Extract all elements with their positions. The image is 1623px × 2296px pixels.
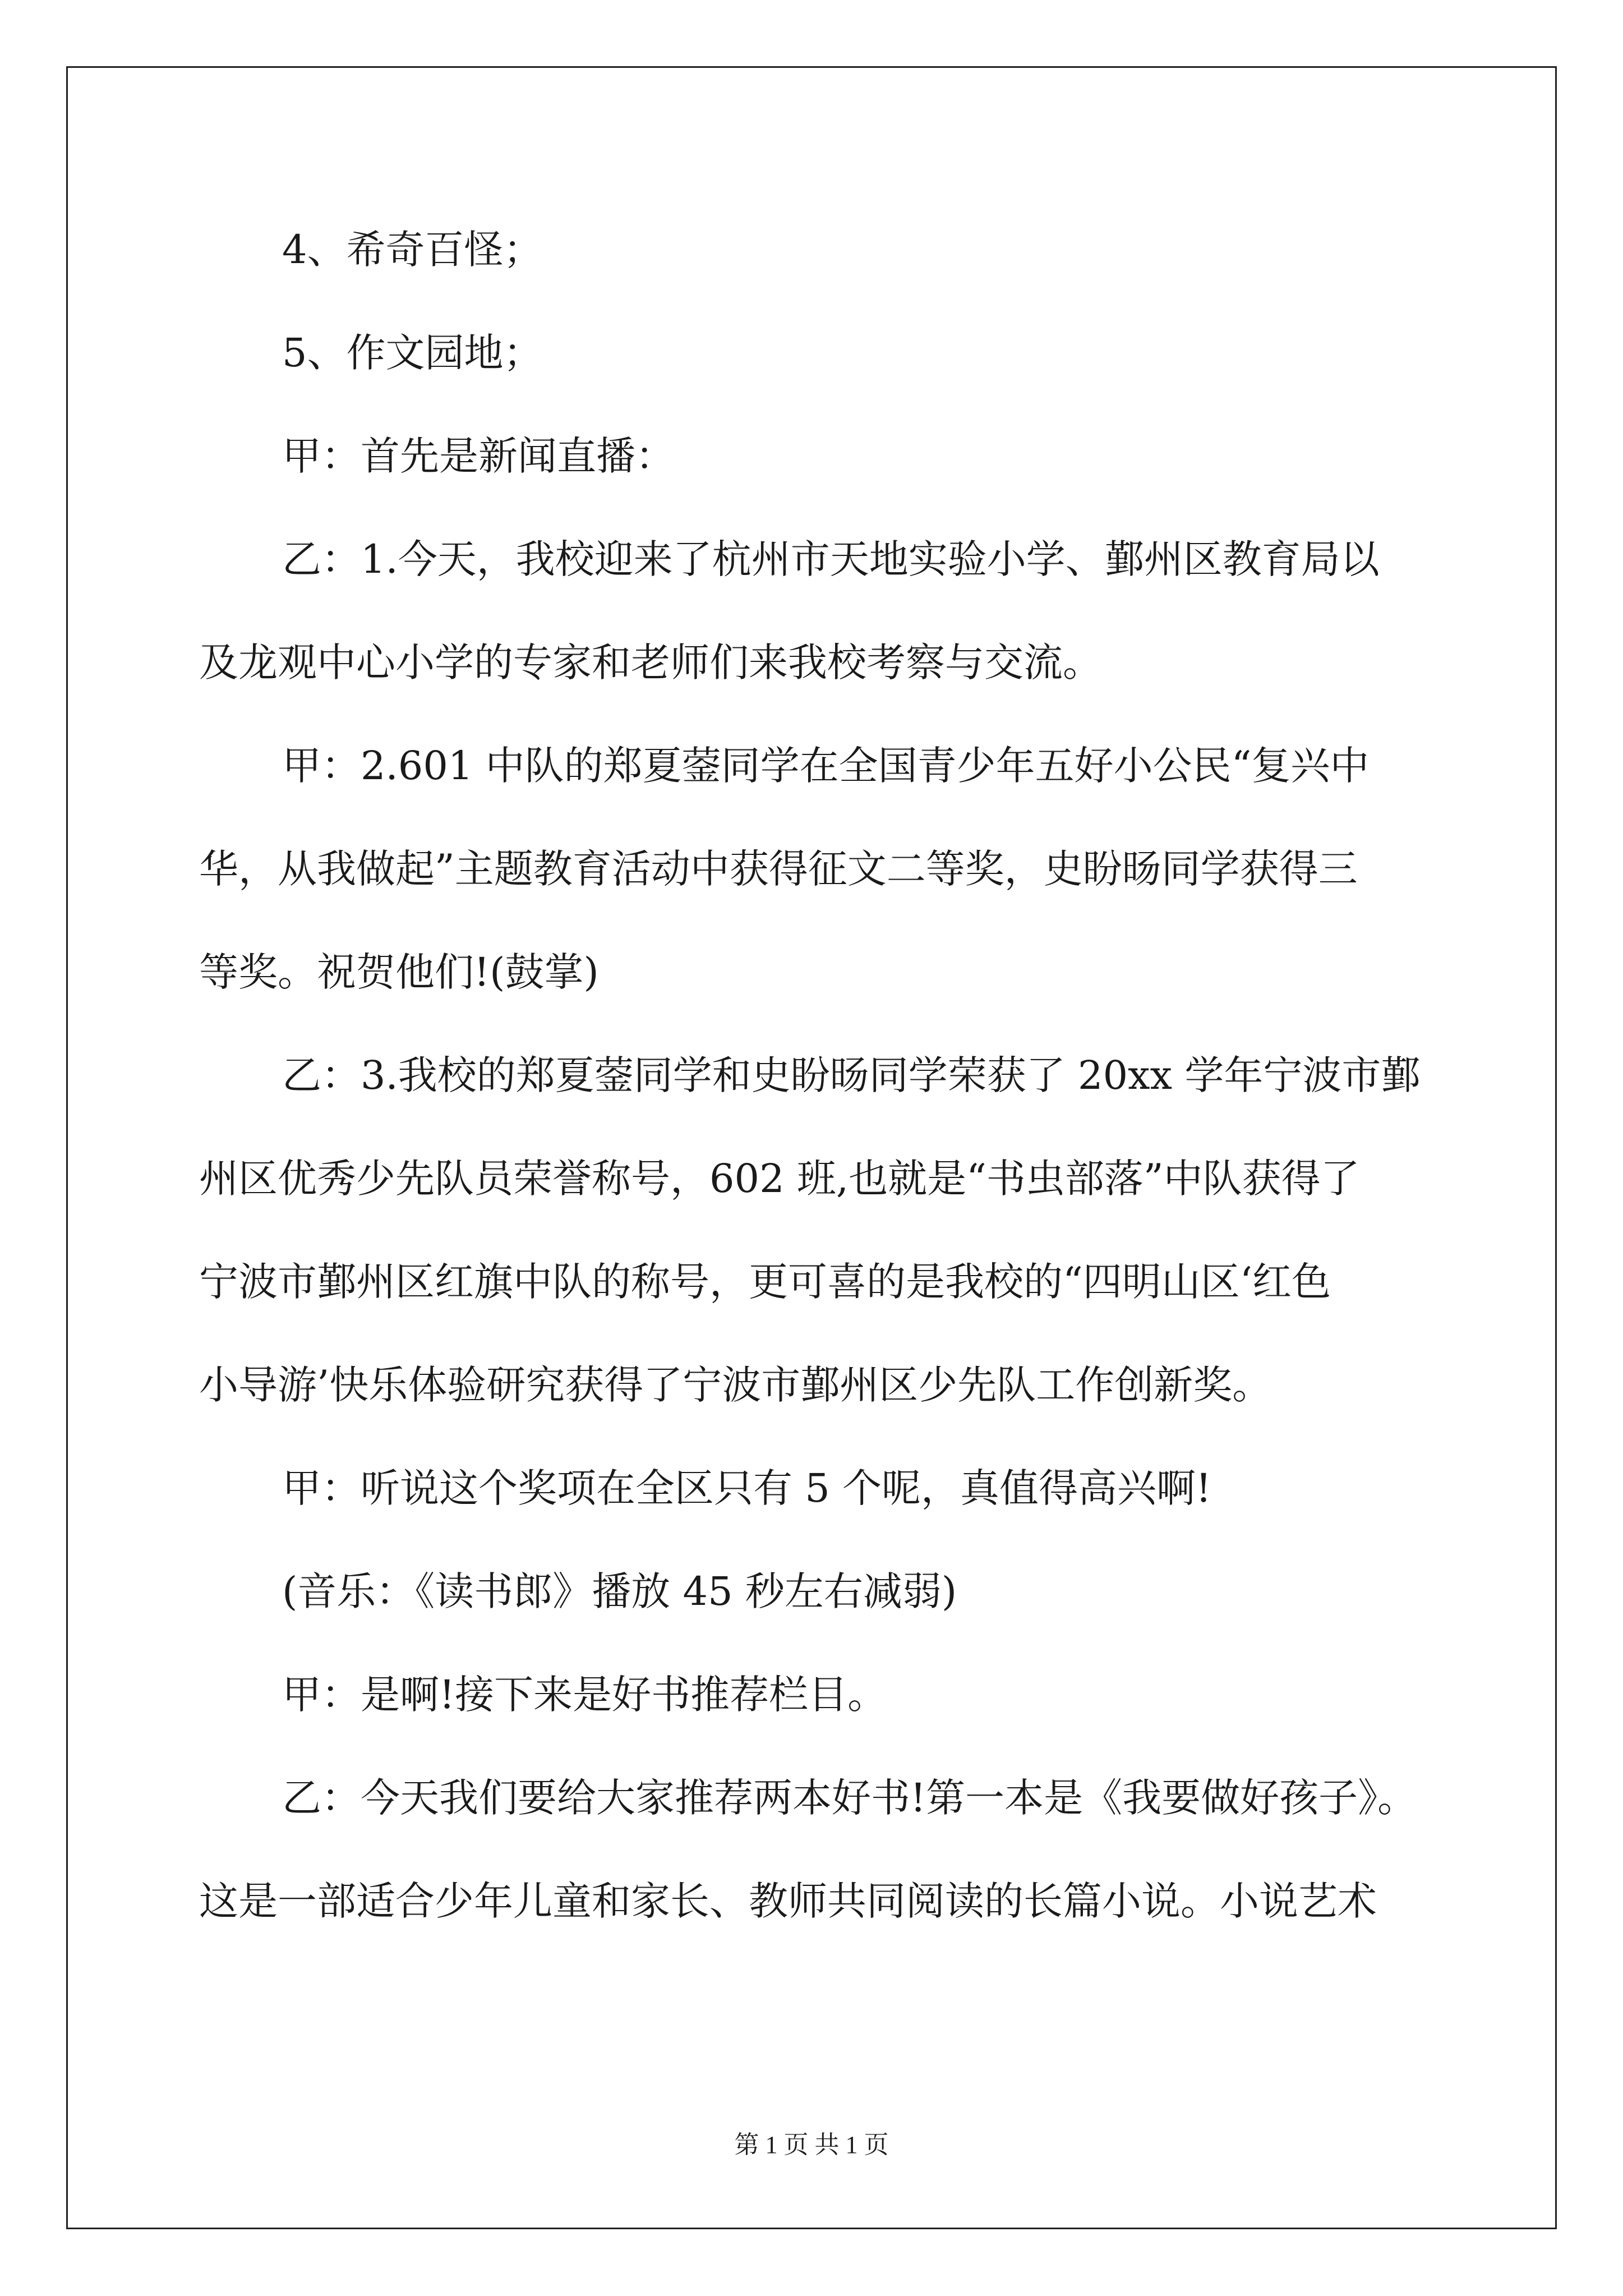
text-line: 这是一部适合少年儿童和家长、教师共同阅读的长篇小说。小说艺术 [199, 1878, 1377, 1924]
text-line: 州区优秀少先队员荣誉称号，602 班,也就是“书虫部落”中队获得了 [199, 1156, 1360, 1202]
text-line: 等奖。祝贺他们!(鼓掌) [199, 949, 599, 995]
text-line: 甲：首先是新闻直播： [282, 433, 675, 479]
text-line: 小导游’快乐体验研究获得了宁波市鄞州区少先队工作创新奖。 [199, 1362, 1272, 1408]
text-line: (音乐：《读书郎》播放 45 秒左右减弱) [282, 1568, 957, 1614]
text-line: 甲：听说这个奖项在全区只有 5 个呢，真值得高兴啊! [282, 1465, 1212, 1511]
text-line: 华，从我做起”主题教育活动中获得征文二等奖，史盼旸同学获得三 [199, 846, 1358, 892]
text-line: 及龙观中心小学的专家和老师们来我校考察与交流。 [199, 639, 1102, 685]
text-line: 宁波市鄞州区红旗中队的称号，更可喜的是我校的“四明山区‘红色 [199, 1259, 1331, 1305]
page-number-footer: 第 1 页 共 1 页 [734, 2131, 889, 2159]
text-line: 4、希奇百怪； [282, 227, 543, 273]
text-line: 甲：是啊!接下来是好书推荐栏目。 [282, 1672, 887, 1718]
text-line: 5、作文园地； [282, 330, 543, 376]
text-line: 乙：今天我们要给大家推荐两本好书!第一本是《我要做好孩子》。 [282, 1775, 1417, 1821]
text-line: 乙：1.今天，我校迎来了杭州市天地实验小学、鄞州区教育局以 [282, 536, 1380, 582]
text-line: 甲：2.601 中队的郑夏蓥同学在全国青少年五好小公民“复兴中 [282, 743, 1370, 789]
text-line: 乙：3.我校的郑夏蓥同学和史盼旸同学荣获了 20xx 学年宁波市鄞 [282, 1052, 1421, 1098]
